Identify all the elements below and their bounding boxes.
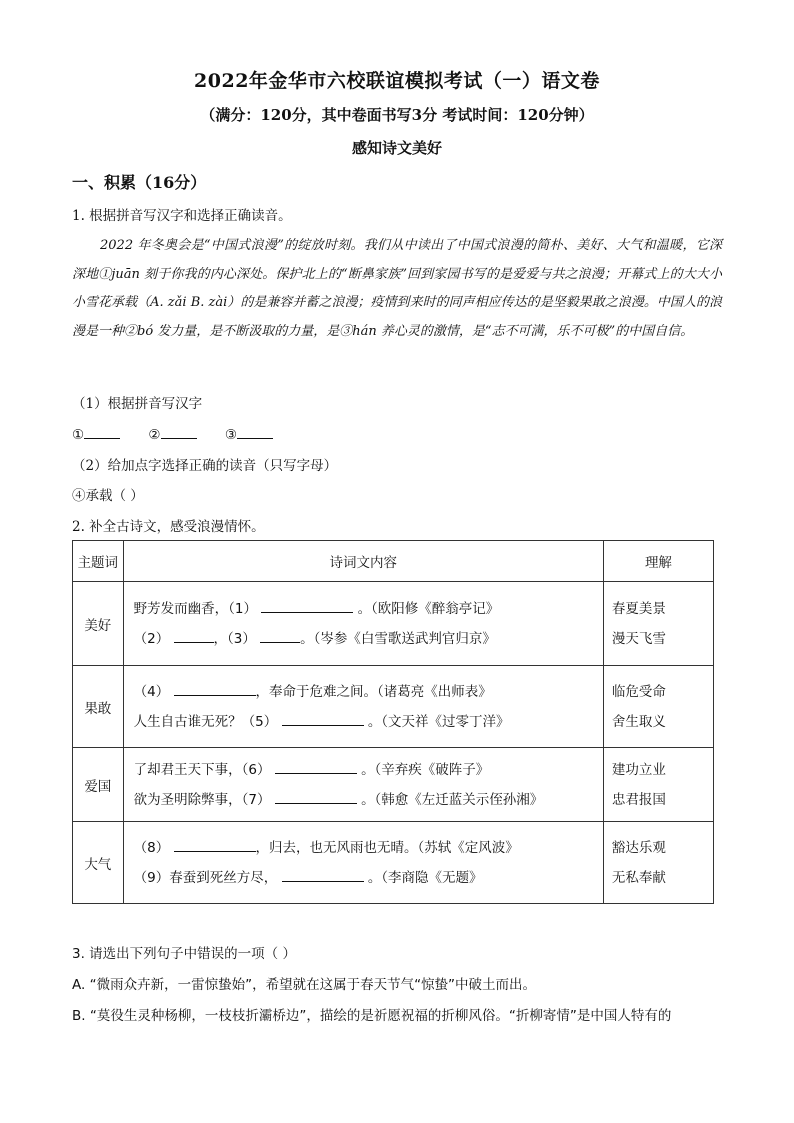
verse-source: ，归去，也无风雨也无晴。（苏轼《定风波》	[255, 839, 519, 856]
row-theme: 爱国	[73, 748, 124, 822]
understanding-text: 春夏美景	[611, 600, 666, 617]
row-theme: 美好	[73, 582, 124, 666]
question-2-stem: 2. 补全古诗文，感受浪漫情怀。	[72, 519, 265, 535]
header-understanding: 理解	[603, 541, 713, 582]
verse-source: 。（李商隐《无题》	[367, 869, 483, 886]
row-theme: 果敢	[73, 666, 124, 748]
row-content	[123, 582, 603, 666]
understanding-text: 舍生取义	[611, 713, 666, 730]
understanding-text: 无私奉献	[611, 869, 666, 886]
answer-blank-2[interactable]	[161, 424, 197, 439]
table-row	[73, 666, 714, 748]
fill-blank[interactable]	[174, 837, 256, 852]
verse-text: 野芳发而幽香，（1）	[133, 600, 257, 617]
blank-label-2: ②	[148, 427, 161, 443]
verse-source: 。（韩愈《左迁蓝关示侄孙湘》	[361, 791, 544, 808]
verse-text: （2）	[133, 630, 170, 647]
part-title: 感知诗文美好	[351, 139, 442, 157]
verse-source: 。（欧阳修《醉翁亭记》	[357, 600, 500, 617]
understanding-text: 漫天飞雪	[611, 630, 666, 647]
row-understanding	[603, 666, 713, 748]
header-theme: 主题词	[73, 541, 124, 582]
table-header-row	[73, 541, 714, 582]
table-row	[73, 822, 714, 904]
fill-blank[interactable]	[282, 867, 364, 882]
verse-source: ，奉命于危难之间。（诸葛亮《出师表》	[255, 683, 492, 700]
fill-blank[interactable]	[275, 759, 357, 774]
row-content	[123, 822, 603, 904]
row-content	[123, 666, 603, 748]
exam-subtitle: （满分：120分，其中卷面书写3分 考试时间：120分钟）	[200, 106, 594, 124]
verse-text: （8）	[133, 839, 170, 856]
verse-source: 。（文天祥《过零丁洋》	[367, 713, 510, 730]
question-1-passage: 2022 年冬奥会是“中国式浪漫”的绽放时刻。我们从中读出了中国式浪漫的简朴、美好、大气和温暖，它深深地①juān 刻于你我的内心深处。保护北上的“断鼻家族”回到家园书写的是爱爱与共之浪漫；开幕式上的大大小小雪花承载（A. zǎi B. zài）的是兼容并蓄之浪漫；疫情到来时的同声相应传达的是坚毅果敢之浪漫。中国人的浪漫是一种②bó 发力量，是不断汲取的力量，是③hán 养心灵的激情，是“志不可满，乐不可极”的中国自信。	[72, 238, 722, 339]
understanding-text: 临危受命	[611, 683, 666, 700]
answer-blank-1[interactable]	[84, 424, 120, 439]
question-1-sub1: （1）根据拼音写汉字	[72, 396, 203, 412]
row-understanding	[603, 748, 713, 822]
header-content: 诗词文内容	[123, 541, 603, 582]
question-3-stem: 3. 请选出下列句子中错误的一项（ ）	[72, 946, 296, 962]
question-3-option-a: A. “微雨众卉新，一雷惊蛰始”，希望就在这属于春天节气“惊蛰”中破土而出。	[72, 977, 537, 993]
understanding-text: 建功立业	[611, 761, 666, 778]
pinyin-blanks	[72, 424, 297, 443]
verse-text: 人生自古谁无死？（5）	[133, 713, 278, 730]
question-1-stem: 1. 根据拼音写汉字和选择正确读音。	[72, 208, 292, 224]
row-content	[123, 748, 603, 822]
poem-table	[72, 540, 714, 904]
answer-blank-3[interactable]	[237, 424, 273, 439]
table-row	[73, 582, 714, 666]
question-1-sub2: （2）给加点字选择正确的读音（只写字母）	[72, 458, 338, 474]
question-1-sub2-item: ④承载（ ）	[72, 488, 144, 504]
understanding-text: 忠君报国	[611, 791, 666, 808]
section-heading: 一、积累（16分）	[72, 173, 207, 192]
understanding-text: 豁达乐观	[611, 839, 666, 856]
question-3-option-b: B. “莫役生灵种杨柳，一枝枝折灞桥边”，描绘的是祈愿祝福的折柳风俗。“折柳寄情”是中国人特有的	[72, 1008, 672, 1024]
verse-text: 了却君王天下事，（6）	[133, 761, 271, 778]
exam-title: 2022年金华市六校联谊模拟考试（一）语文卷	[194, 70, 600, 92]
fill-blank[interactable]	[282, 711, 364, 726]
fill-blank[interactable]	[275, 789, 357, 804]
fill-blank[interactable]	[174, 681, 256, 696]
row-understanding	[603, 582, 713, 666]
fill-blank[interactable]	[174, 628, 214, 643]
blank-label-1: ①	[72, 427, 85, 443]
verse-text: （4）	[133, 683, 170, 700]
verse-text: ，（3）	[213, 630, 256, 647]
row-theme: 大气	[73, 822, 124, 904]
verse-source: 。（岑参《白雪歌送武判官归京》	[300, 630, 496, 647]
verse-source: 。（辛弃疾《破阵子》	[361, 761, 490, 778]
verse-text: 欲为圣明除弊事，（7）	[133, 791, 271, 808]
blank-label-3: ③	[224, 427, 237, 443]
fill-blank[interactable]	[261, 598, 353, 613]
fill-blank[interactable]	[260, 628, 300, 643]
table-row	[73, 748, 714, 822]
row-understanding	[603, 822, 713, 904]
verse-text: （9）春蚕到死丝方尽，	[133, 869, 278, 886]
